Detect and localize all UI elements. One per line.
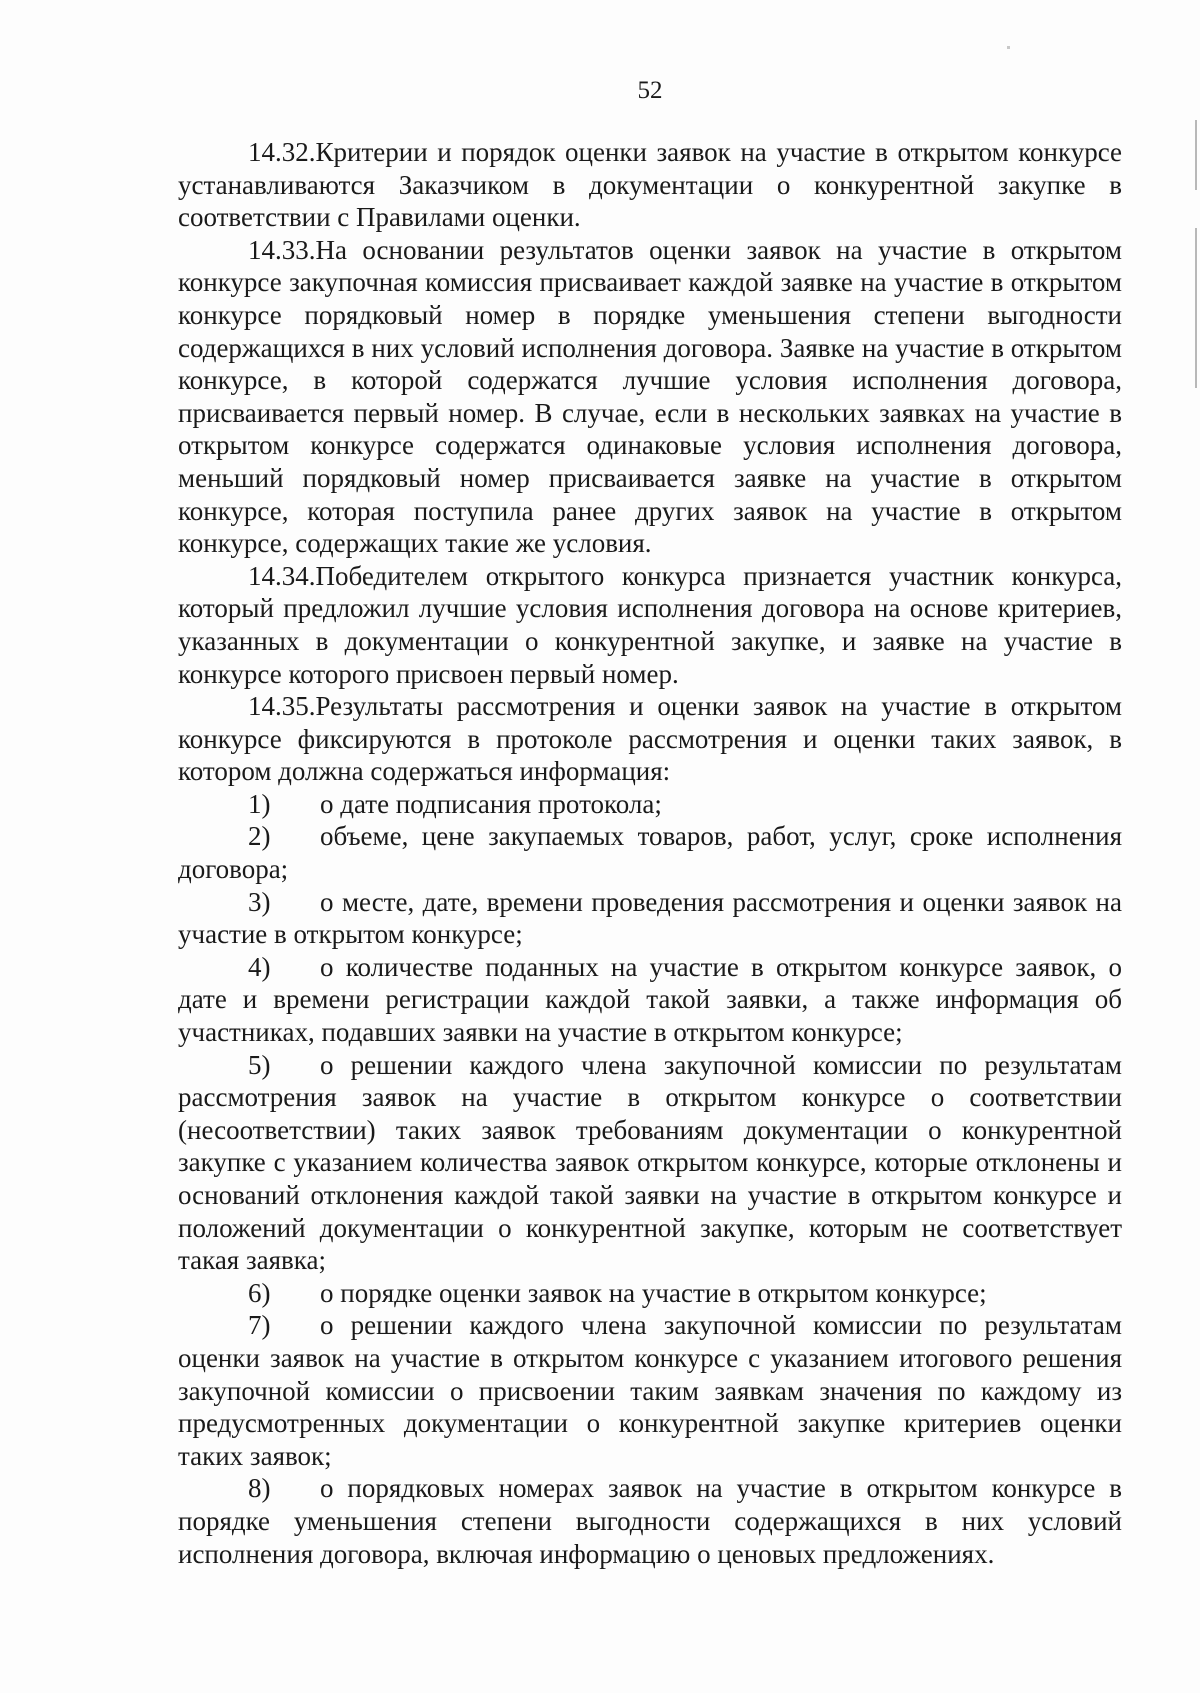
paragraph-14-32: 14.32.Критерии и порядок оценки заявок на участие в открытом конкурсе устанавливаются Заказчиком в документации о конкурентной закупке в соответствии с Правилами оценки. xyxy=(178,137,1122,233)
list-item-number: 8) xyxy=(248,1473,271,1504)
document-body xyxy=(178,136,1122,1570)
list-item xyxy=(178,1277,1122,1310)
list-item-number: 3) xyxy=(248,886,271,917)
scan-artifact xyxy=(1195,120,1197,190)
scan-artifact xyxy=(1007,46,1010,49)
list-item xyxy=(178,820,1122,885)
list-item-text: о решении каждого члена закупочной комиссии по результатам рассмотрения заявок на участие в открытом конкурсе о соответствии (несоответствии) таких заявок требованиям документации о конкурентной закупке с указанием количества заявок открытом конкурсе, которые отклонены и оснований отклонения каждой такой заявки на участие в открытом конкурсе и положений документации о конкурентной закупке, которым не соответствует такая заявка; xyxy=(178,1049,1122,1276)
list-item-number: 5) xyxy=(248,1049,271,1080)
list-item-number: 7) xyxy=(248,1310,271,1341)
scan-artifact xyxy=(1195,228,1197,388)
list-item-text: о решении каждого члена закупочной комиссии по результатам оценки заявок на участие в открытом конкурсе с указанием итогового решения закупочной комиссии о присвоении таким заявкам значения по каждому из предусмотренных документации о конкурентной закупке критериев оценки таких заявок; xyxy=(178,1310,1122,1471)
list-item-text: о месте, дате, времени проведения рассмотрения и оценки заявок на участие в открытом конкурсе; xyxy=(178,886,1122,950)
paragraph-14-34: 14.34.Победителем открытого конкурса признается участник конкурса, который предложил лучшие условия исполнения договора на основе критериев, указанных в документации о конкурентной закупке, и заявке на участие в конкурсе которого присвоен первый номер. xyxy=(178,560,1122,689)
list-item-number: 4) xyxy=(248,951,271,982)
list-item xyxy=(178,951,1122,1049)
list-item xyxy=(178,1049,1122,1277)
list-item xyxy=(178,1309,1122,1472)
paragraph-14-33: 14.33.На основании результатов оценки заявок на участие в открытом конкурсе закупочная комиссия присваивает каждой заявке на участие в открытом конкурсе порядковый номер в порядке уменьшения степени выгодности содержащихся в них условий исполнения договора. Заявке на участие в открытом конкурсе, в которой содержатся лучшие условия исполнения договора, присваивается первый номер. В случае, если в нескольких заявках на участие в открытом конкурсе содержатся одинаковые условия исполнения договора, меньший порядковый номер присваивается заявке на участие в открытом конкурсе, которая поступила ранее других заявок на участие в открытом конкурсе, содержащих такие же условия. xyxy=(178,234,1122,559)
list-item-number: 2) xyxy=(248,821,271,852)
list-item xyxy=(178,788,1122,821)
list-item xyxy=(178,1472,1122,1570)
list-item-text: о порядковых номерах заявок на участие в открытом конкурсе в порядке уменьшения степени выгодности содержащихся в них условий исполнения договора, включая информацию о ценовых предложениях. xyxy=(178,1473,1122,1569)
list-item-text: о количестве поданных на участие в открытом конкурсе заявок, о дате и времени регистрации каждой такой заявки, а также информация об участниках, подавших заявки на участие в открытом конкурсе; xyxy=(178,951,1122,1048)
list-item-number: 6) xyxy=(248,1277,271,1308)
list-item-number: 1) xyxy=(248,788,271,819)
list-item-text: объеме, цене закупаемых товаров, работ, услуг, сроке исполнения договора; xyxy=(178,821,1122,885)
page-number: 52 xyxy=(637,77,663,104)
list-item-text: о дате подписания протокола; xyxy=(320,788,662,819)
list-item xyxy=(178,886,1122,951)
list-item-text: о порядке оценки заявок на участие в открытом конкурсе; xyxy=(320,1277,987,1308)
paragraph-14-35: 14.35.Результаты рассмотрения и оценки заявок на участие в открытом конкурсе фиксируются в протоколе рассмотрения и оценки таких заявок, в котором должна содержаться информация: xyxy=(178,691,1122,787)
